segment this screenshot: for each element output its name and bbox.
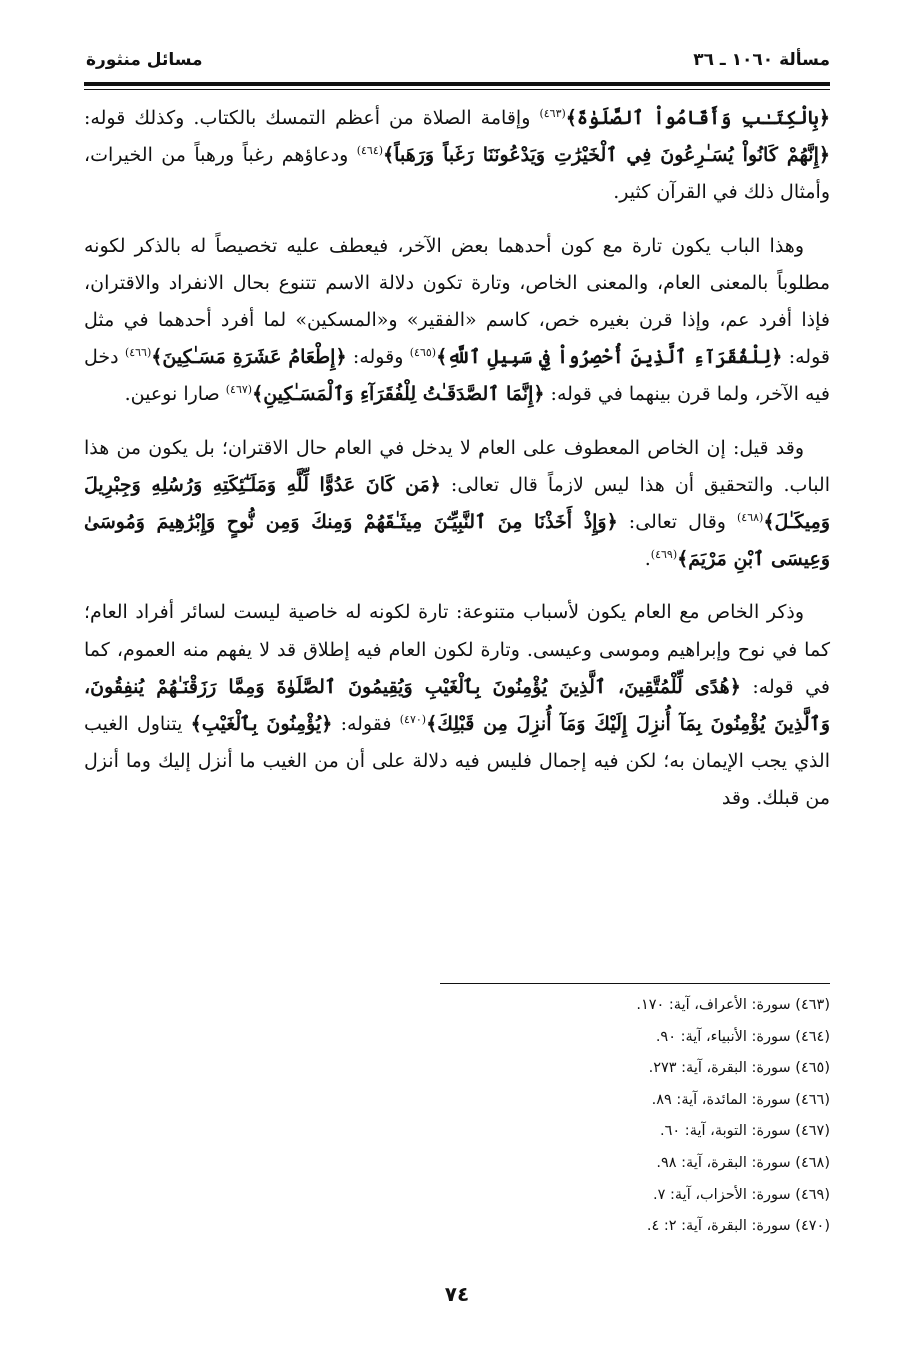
footnote-ref: (٤٦٦) [124,346,152,360]
paragraph [84,228,830,414]
text-run: وقوله: [346,346,410,369]
quran-quote: ﴿وَإِذْ أَخَذْنَا مِنَ ٱلنَّبِيِّـۧنَ مِيثَـٰقَهُمْ وَمِنكَ وَمِن نُّوحٍ وَإِبْرَٰهِيمَ وَمُوسَىٰ وَعِيسَى ٱبْنِ مَرْيَمَ﴾ [84,511,830,571]
quran-quote: ﴿بِالْكِتَـٰبِ وَأَقَامُواْ ٱلصَّلَوٰةَ﴾ [565,107,831,129]
page-number: ٧٤ [444,1282,470,1306]
text-run: وقد قيل: إن الخاص المعطوف على العام لا يدخل في العام حال الاقتران؛ بل يكون من هذا الباب. والتحقيق أن هذا ليس لازماً قال تعالى: [84,436,830,496]
text-run: ودعاؤهم رغباً ورهباً من الخيرات، وأمثال ذلك في القرآن كثير. [84,144,830,204]
text-run: فقوله: [332,713,400,736]
text-run: وقال تعالى: [617,511,737,534]
text-run: يتناول الغيب الذي يجب الإيمان به؛ لكن فيه إجمال فليس فيه دلالة على أن من الغيب ما أنزل إليك وما أنزل من قبلك. وقد [84,713,830,810]
footnote-ref: (٤٦٥) [409,346,437,360]
footnote-ref: (٤٧٠) [399,713,427,727]
text-run: دخل فيه الآخر، ولما قرن بينهما في قوله: [84,346,830,406]
footnote-467: (٤٦٧) سورة: التوبة، آية: ٦٠. [660,1123,830,1140]
footnote-ref: (٤٦٩) [650,548,678,562]
quran-quote: ﴿يُؤْمِنُونَ بِٱلْغَيْبِ﴾ [190,713,333,736]
header-right-title: مسائل منثورة [86,50,203,70]
quran-quote: ﴿إِنَّمَا ٱلصَّدَقَـٰتُ لِلْفُقَرَآءِ وَٱلْمَسَـٰكِينِ﴾ [252,383,545,406]
header-rule-thick [84,82,830,86]
text-run: وإقامة الصلاة من أعظم التمسك بالكتاب. وكذلك قوله: [84,107,540,129]
quran-quote: ﴿هُدًى لِّلْمُتَّقِينَ، ٱلَّذِينَ يُؤْمِنُونَ بِٱلْغَيْبِ وَيُقِيمُونَ ٱلصَّلَوٰةَ وَمِمَّا رَزَقْنَـٰهُمْ يُنفِقُونَ، وَٱلَّذِينَ يُؤْمِنُونَ بِمَآ أُنزِلَ إِلَيْكَ وَمَآ أُنزِلَ مِن قَبْلِكَ﴾ [84,675,830,736]
footnote-469: (٤٦٩) سورة: الأحزاب، آية: ٧. [652,1186,830,1203]
quran-quote: ﴿مَن كَانَ عَدُوًّا لِّلَّهِ وَمَلَـٰٓئِكَتِهِ وَرُسُلِهِ وَجِبْرِيلَ وَمِيكَـٰلَ﴾ [84,473,830,534]
footnote-ref: (٤٦٨) [737,511,764,525]
paragraph [84,430,830,579]
quran-quote: ﴿إِنَّهُمْ كَانُواْ يُسَـٰرِعُونَ فِي ٱلْخَيْرَٰتِ وَيَدْعُونَنَا رَغَباً وَرَهَباً﴾ [383,144,830,167]
header-rule-thin [84,89,830,90]
paragraph [84,594,830,817]
footnote-ref: (٤٦٤) [356,144,384,158]
footnote-470: (٤٧٠) سورة: البقرة، آية: ٢: ٤. [646,1218,830,1235]
footnote-465: (٤٦٥) سورة: البقرة، آية: ٢٧٣. [648,1060,830,1077]
paragraph [84,100,830,212]
footnote-466: (٤٦٦) سورة: المائدة، آية: ٨٩. [651,1091,830,1108]
footnote-separator [440,983,830,984]
footnotes [84,990,830,1243]
text-run: وذكر الخاص مع العام يكون لأسباب متنوعة: تارة لكونه له خاصية ليست لسائر أفراد العام؛ كما في نوح وإبراهيم وموسى وعيسى. وتارة لكون العام فيه إطلاق قد لا يفهم منه العموم، كما في قوله: [84,601,830,698]
text-run: . [644,548,651,571]
footnote-ref: (٤٦٣) [539,107,566,120]
footnote-ref: (٤٦٧) [225,383,253,397]
quran-quote: ﴿إِطْعَامُ عَشَرَةِ مَسَـٰكِينَ﴾ [151,346,347,369]
main-text [84,100,830,834]
text-run: وهذا الباب يكون تارة مع كون أحدهما بعض الآخر، فيعطف عليه تخصيصاً له بالذكر لكونه مطلوباً بالمعنى العام، والمعنى الخاص، وتارة تكون دلالة الاسم تتنوع بحال الانفراد والاقتران، فإذا أفرد عم، وإذا قرن بغيره خص، كاسم «الفقير» و«المسكين» لما أفرد أحدهما في مثل قوله: [84,234,830,369]
header-left-title: مسألة ١٠٦٠ ـ ٣٦ [693,50,830,70]
text-run: صارا نوعين. [124,383,226,406]
footnote-464: (٤٦٤) سورة: الأنبياء، آية: ٩٠. [655,1028,830,1045]
running-header [86,42,830,78]
quran-quote: ﴿لِلْفُقَرَآءِ ٱلَّذِينَ أُحْصِرُواْ فِي سَبِيلِ ٱللَّهِ﴾ [436,346,783,369]
footnote-468: (٤٦٨) سورة: البقرة، آية: ٩٨. [656,1154,830,1171]
footnote-463: (٤٦٣) سورة: الأعراف، آية: ١٧٠. [636,997,830,1013]
